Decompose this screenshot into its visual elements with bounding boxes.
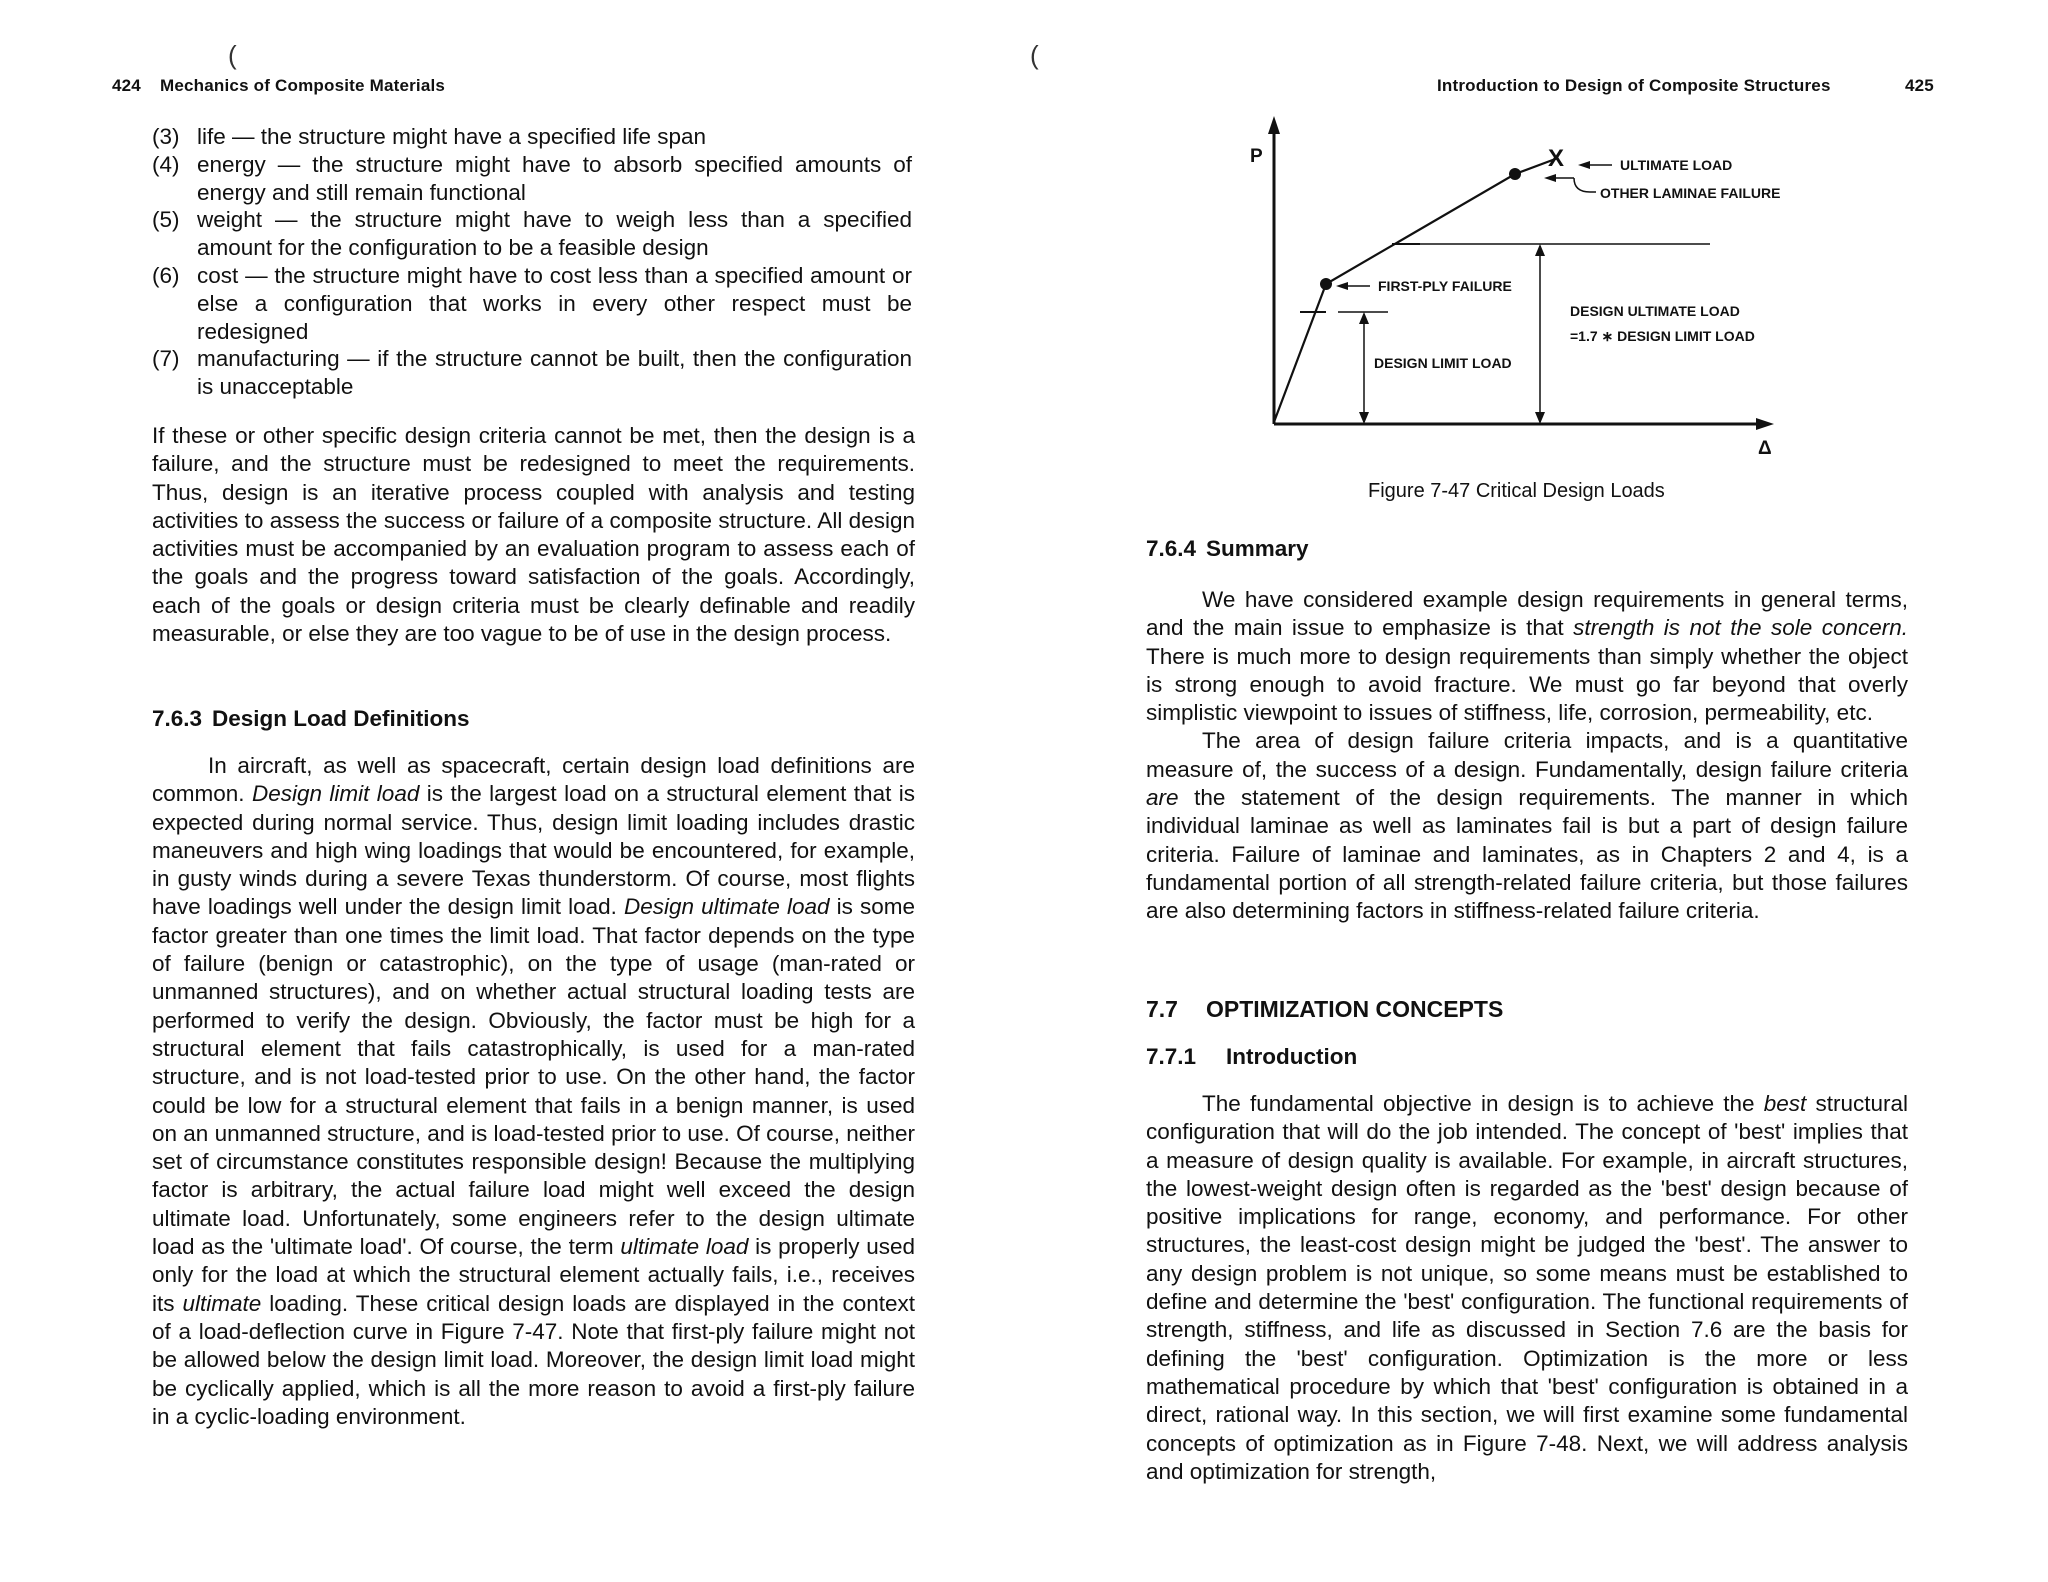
label-design-ultimate-load: DESIGN ULTIMATE LOAD <box>1570 303 1740 319</box>
label-other-laminae-failure: OTHER LAMINAE FAILURE <box>1600 185 1781 201</box>
other-laminae-failure-point <box>1509 168 1521 180</box>
requirements-list <box>152 123 912 401</box>
label-design-limit-load: DESIGN LIMIT LOAD <box>1374 355 1512 371</box>
paragraph-summary: We have considered example design requirements in general terms, and the main issue to emphasize is that strength is not the sole concern. There is much more to design requirements than simply whether the object is strong enough to avoid fracture. We must go far beyond that overly simplistic viewpoint to issues of stiffness, life, corrosion, permeability, etc. The area of design failure criteria impacts, and is a quantitative measure of, the success of a design. Fundamentally, design failure criteria are the statement of the design requirements. The manner in which individual laminae as well as laminates fail is but a part of design failure criteria. Failure of laminae and laminates, as in Chapters 2 and 4, is a fundamental portion of all strength-related failure criteria, but those failures are also determining factors in stiffness-related failure criteria. <box>1146 587 1908 924</box>
page-number-left: 424 <box>112 76 141 95</box>
stray-mark: ( <box>228 40 237 70</box>
stray-mark: ( <box>1030 40 1039 70</box>
y-axis-arrow <box>1268 116 1280 134</box>
label-first-ply-failure: FIRST-PLY FAILURE <box>1378 278 1512 294</box>
figure-critical-design-loads <box>1240 116 1800 472</box>
running-title-left: Mechanics of Composite Materials <box>160 76 446 95</box>
load-deflection-diagram <box>1240 116 1800 472</box>
list-item: (3) life — the structure might have a specified life span <box>152 124 707 149</box>
section-heading-7-7-1: 7.7.1 Introduction <box>1146 1044 1358 1069</box>
figure-caption: Figure 7-47 Critical Design Loads <box>1368 480 1665 502</box>
running-title-right: Introduction to Design of Composite Structures <box>1437 76 1831 95</box>
paragraph-design-criteria: If these or other specific design criteria cannot be met, then the design is a failure, and the structure must be redesigned to meet the requirements. Thus, design is an iterative process coupled with analysis and testing activities to assess the success or failure of a composite structure. All design activities must be accompanied by an evaluation program to assess each of the goals and the progress toward satisfaction of the goals. Accordingly, each of the goals or design criteria must be clearly definable and readily measurable, or else they are too vague to be of use in the design process. <box>152 423 915 647</box>
label-design-ultimate-formula: =1.7 ∗ DESIGN LIMIT LOAD <box>1570 328 1755 344</box>
list-item: (5) weight — the structure might have to weigh less than a specified amount for the configuration to be a feasible design <box>152 207 912 261</box>
label-ultimate-load: ULTIMATE LOAD <box>1620 157 1733 173</box>
list-item: (6) cost — the structure might have to cost less than a specified amount or else a configuration that works in every other respect must be redesigned <box>152 262 912 344</box>
paragraph-design-load-definitions: In aircraft, as well as spacecraft, certain design load definitions are common. Design limit load is the largest load on a structural element that is expected during normal service. Thus, design limit loading includes drastic maneuvers and high wing loadings that would be encountered, for example, in gusty winds during a severe Texas thunderstorm. Of course, most flights have loadings well under the design limit load. Design ultimate load is some factor greater than one times the limit load. That factor depends on the type of failure (benign or catastrophic), on the type of usage (man-rated or unmanned structures), and on whether actual structural loading tests are performed to verify the design. Obviously, the factor must be high for a structural element that fails catastrophically, is used for a man-rated structure, and is not load-tested prior to use. On the other hand, the factor could be low for a structural element that fails in a benign manner, is used on an unmanned structure, and is load-tested prior to use. Of course, neither set of circumstance constitutes responsible design! Because the multiplying factor is arbitrary, the actual failure load might well exceed the design ultimate load. Unfortunately, some engineers refer to the design ultimate load as the 'ultimate load'. Of course, the term ultimate load is properly used only for the load at which the structural element actually fails, i.e., receives its ultimate loading. These critical design loads are displayed in the context of a load-deflection curve in Figure 7-47. Note that first-ply failure might not be allowed below the design limit load. Moreover, the design limit load might be cyclically applied, which is all the more reason to avoid a first-ply failure in a cyclic-loading environment. <box>152 753 915 1429</box>
x-axis-label: Δ <box>1758 438 1772 459</box>
other-laminae-leader <box>1550 178 1596 192</box>
x-axis-arrow <box>1756 418 1774 430</box>
ultimate-load-mark: X <box>1548 145 1565 172</box>
paragraph-introduction: The fundamental objective in design is to achieve the best structural configuration that will do the job intended. The concept of 'best' implies that a measure of design quality is available. For example, in aircraft structures, the lowest-weight design often is regarded as the 'best' design because of positive implications for range, economy, and performance. For other structures, the least-cost design might be judged the 'best'. The answer to any design problem is not unique, so some means must be established to define and determine the 'best' configuration. The functional requirements of strength, stiffness, and life as discussed in Section 7.6 are the basis for defining the 'best' configuration. Optimization is the more or less mathematical procedure by which that 'best' configuration is obtained in a direct, rational way. In this section, we will first examine some fundamental concepts of optimization as in Figure 7-48. Next, we will address analysis and optimization for strength, <box>1146 1091 1908 1484</box>
y-axis-label: P <box>1250 146 1263 167</box>
list-item: (7) manufacturing — if the structure cannot be built, then the configuration is unacceptable <box>152 346 912 400</box>
section-heading-7-6-3: 7.6.3 Design Load Definitions <box>152 706 470 731</box>
list-item: (4) energy — the structure might have to absorb specified amounts of energy and still remain functional <box>152 151 912 205</box>
section-heading-7-7: 7.7 OPTIMIZATION CONCEPTS <box>1146 996 1504 1022</box>
page-number-right: 425 <box>1905 76 1934 95</box>
section-heading-7-6-4: 7.6.4 Summary <box>1146 536 1309 561</box>
first-ply-failure-point <box>1320 278 1332 290</box>
